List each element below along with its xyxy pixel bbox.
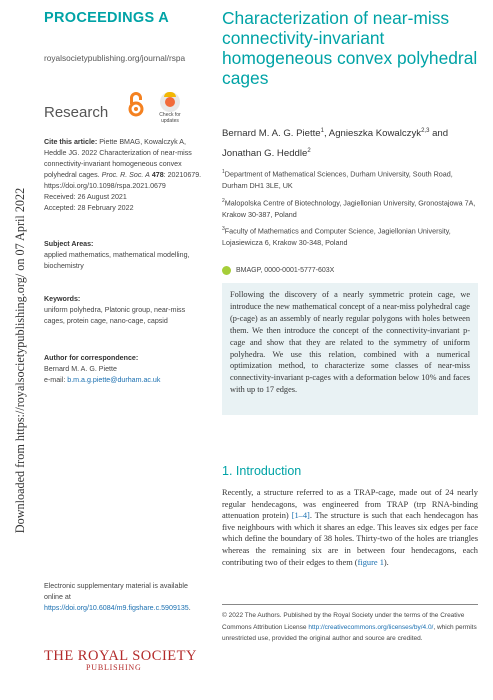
license-block	[222, 610, 478, 645]
intro-text-1: Recently, a structure referred to as a TRAP-cage, made out of 24 nearly regular hendecagons, was engineered from TRAP (trp RNA-binding attenuation protein)	[222, 488, 478, 521]
check-for-updates-icon	[160, 92, 180, 112]
intro-text-2: . The structure is such that each hendecagon has five neighbours with which it shares an edge. This leaves six edges per face which define the boundary of 38 holes. Thirty-two of the holes are triangles whereas the remaining six are in between four hendecagons, each contributing two of their edges to them (	[222, 511, 478, 567]
affiliation-2-num: 2	[222, 197, 225, 204]
abstract-box: Following the discovery of a nearly symmetric protein cage, we introduce the new mathematical concept of a near-miss polyhedral cage (p-cage) as an assembly of nearly regular polygons with holes between them. We then introduce the concept of the connectivity-invariant p-cage and show that they are related to the symmetry of uniform polyhedra. We use this relation, combined with a numerical optimization method, to characterize some classes of near-miss connectivity-invariant p-cages with a deformation below 10% and faces with up to 17 edges.	[222, 283, 478, 415]
affiliation-3-text: Faculty of Mathematics and Computer Science, Jagiellonian University, Lojasiewicza 6, Krakow 30-348, Poland	[222, 226, 451, 248]
download-stamp-text: Downloaded from https://royalsocietypublishing.org/ on 07 April 2022	[13, 187, 28, 533]
affiliation-1-text: Department of Mathematical Sciences, Durham University, South Road, Durham DH1 3LE, UK	[222, 169, 453, 190]
supplementary-text: Electronic supplementary material is available online at	[44, 582, 188, 601]
supplementary-link[interactable]: https://doi.org/10.6084/m9.figshare.c.5909135	[44, 604, 189, 612]
check-for-updates-badge[interactable]	[155, 92, 185, 124]
author-list	[222, 123, 478, 162]
royal-society-logo-sub: PUBLISHING	[86, 663, 142, 672]
left-sidebar	[44, 0, 202, 700]
author-email-link[interactable]: b.m.a.g.piette@durham.ac.uk	[67, 376, 161, 384]
author-1[interactable]: Bernard M. A. G. Piette	[222, 128, 321, 140]
author-3[interactable]: and Jonathan G. Heddle	[222, 128, 449, 159]
citation-volume: 478	[151, 171, 164, 179]
author-2-sup: 2,3	[421, 128, 430, 134]
dates-block	[44, 192, 202, 214]
received-date: Received: 26 August 2021	[44, 193, 127, 201]
citation-text: Piette BMAG, Kowalczyk A, Heddle JG. 2022 Characterization of near-miss connectivity-invariant homogeneous convex polyhedral cages.	[44, 138, 192, 179]
license-text-2: , which permits unrestricted use, provided the original author and source are credited.	[222, 623, 477, 643]
intro-text-3: ).	[383, 557, 389, 567]
author-3-sup: 2	[307, 147, 311, 154]
open-access-icon	[128, 92, 144, 118]
keywords	[44, 294, 202, 327]
affiliation-2-text: Malopolska Centre of Biotechnology, Jagiellonian University, Gronostajowa 7A, Krakow 30-387, Poland	[222, 197, 476, 219]
download-stamp	[10, 175, 32, 545]
author-1-sup: 1	[320, 128, 324, 134]
journal-url[interactable]: royalsocietypublishing.org/journal/rspa	[44, 53, 186, 63]
article-type-label: Research	[44, 104, 109, 121]
article-title: Characterization of near-miss connectivity-invariant homogeneous convex polyhedral cages	[222, 8, 478, 88]
supplementary-note	[44, 581, 202, 614]
correspondence-label: Author for correspondence:	[44, 354, 139, 362]
intro-ref-1[interactable]: [1–4]	[291, 511, 310, 521]
main-column	[222, 0, 478, 700]
accepted-date: Accepted: 28 February 2022	[44, 204, 134, 212]
email-prefix: e-mail:	[44, 376, 68, 384]
affiliation-3	[222, 224, 478, 249]
orcid-line[interactable]	[222, 266, 334, 275]
citation-block	[44, 137, 202, 192]
royal-society-logo-main: THE ROYAL SOCIETY	[44, 648, 197, 664]
journal-brand[interactable]: PROCEEDINGS A	[44, 10, 170, 26]
royal-society-logo[interactable]	[44, 648, 202, 672]
subject-areas-text: applied mathematics, mathematical modelling, biochemistry	[44, 251, 190, 270]
intro-figure-ref[interactable]: figure 1	[357, 557, 384, 567]
section-heading: 1. Introduction	[222, 464, 302, 478]
orcid-text: BMAGP, 0000-0001-5777-603X	[236, 267, 335, 274]
affiliations	[222, 167, 478, 253]
citation-doi[interactable]: https://doi.org/10.1098/rspa.2021.0679	[44, 182, 166, 190]
license-text-1: © 2022 The Authors. Published by the Royal Society under the terms of the Creative Commons Attribution License	[222, 612, 465, 631]
license-link[interactable]: http://creativecommons.org/licenses/by/4.0/	[308, 623, 434, 631]
keywords-label: Keywords:	[44, 295, 81, 303]
author-2[interactable]: , Agnieszka Kowalczyk	[324, 128, 422, 140]
citation-label: Cite this article:	[44, 138, 98, 146]
affiliation-1	[222, 167, 478, 192]
correspondence-name: Bernard M. A. G. Piette	[44, 365, 117, 373]
keywords-text: uniform polyhedra, Platonic group, near-miss cages, protein cage, nano-cage, capsid	[44, 306, 186, 325]
license-divider	[222, 604, 478, 605]
subject-areas-label: Subject Areas:	[44, 240, 94, 248]
affiliation-3-num: 3	[222, 226, 225, 233]
introduction-paragraph	[222, 487, 478, 568]
subject-areas	[44, 239, 202, 272]
orcid-icon	[222, 266, 231, 275]
updates-line-1: Check for	[159, 112, 181, 118]
citation-article: : 20210679.	[163, 171, 202, 179]
affiliation-2	[222, 196, 478, 221]
affiliation-1-num: 1	[222, 169, 225, 175]
supplementary-end: .	[188, 604, 191, 612]
updates-line-2: updates	[161, 117, 179, 124]
correspondence-block	[44, 353, 202, 386]
citation-journal: Proc. R. Soc. A	[101, 171, 150, 179]
